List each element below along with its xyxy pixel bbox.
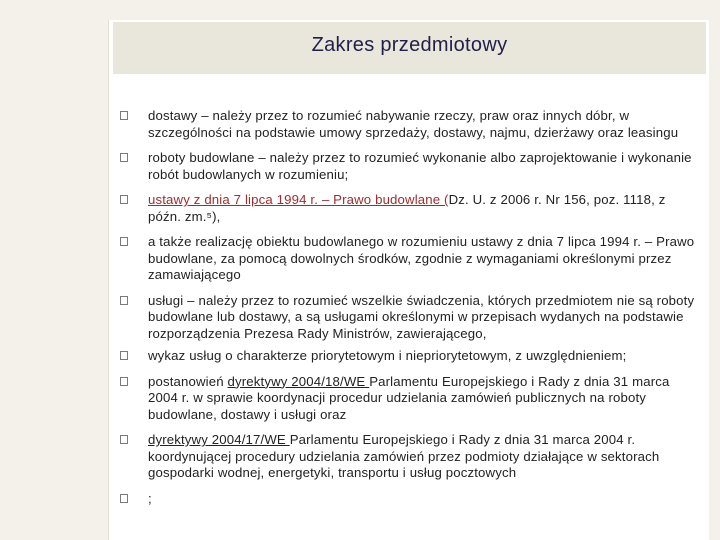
item-text: Parlamentu Europejskiego i Rady z dnia 31 marca 2004 r. w sprawie koordynacji procedur udzielania zamówień publicznych na roboty budowlane, dostawy i usługi oraz [148, 373, 670, 422]
item-text: Parlamentu Europejskiego i Rady z dnia 31 marca 2004 r. koordynującej procedury udzielania zamówień przez podmioty działające w sektorach gospodarki wodnej, energetyki, transportu i usług pocztowych [148, 432, 660, 480]
checkbox-bullet-icon [120, 435, 128, 444]
bullet-list [120, 108, 700, 507]
directive-2004-17-link[interactable]: dyrektywy 2004/17/WE [148, 432, 290, 447]
prawo-budowlane-link[interactable]: ustawy z dnia 7 lipca 1994 r. – Prawo budowlane ( [148, 192, 449, 207]
item-prefix: postanowień [148, 373, 228, 389]
list-item [120, 234, 700, 284]
item-text: a także realizację obiektu budowlanego w rozumieniu ustawy z dnia 7 lipca 1994 r. – Prawo budowlane, za pomocą dowolnych środków, zgodnie z wymaganiami określonymi przez zamawiającego [148, 234, 695, 282]
slide-title: Zakres przedmiotowy [311, 34, 508, 56]
list-item [120, 348, 700, 365]
item-text: dostawy – należy przez to rozumieć nabywanie rzeczy, praw oraz innych dóbr, w szczególności na podstawie umowy sprzedaży, dostawy, najmu, dzierżawy oraz leasingu [148, 108, 679, 140]
list-item [120, 150, 700, 183]
item-text: ; [148, 490, 152, 506]
list-item [120, 192, 700, 225]
list-item [120, 293, 700, 343]
checkbox-bullet-icon [120, 377, 128, 386]
checkbox-bullet-icon [120, 351, 128, 360]
list-item [120, 432, 700, 482]
list-item [120, 108, 700, 141]
checkbox-bullet-icon [120, 237, 128, 246]
item-text: wykaz usług o charakterze priorytetowym i niepriorytetowym, z uwzględnieniem; [148, 348, 627, 363]
item-text: roboty budowlane – należy przez to rozumieć wykonanie albo zaprojektowanie i wykonanie robót budowlanych w rozumieniu; [148, 150, 692, 182]
directive-2004-18-link[interactable]: dyrektywy 2004/18/WE [227, 373, 370, 389]
list-item [120, 374, 700, 424]
list-item [120, 491, 700, 508]
checkbox-bullet-icon [120, 494, 128, 503]
checkbox-bullet-icon [120, 195, 128, 204]
checkbox-bullet-icon [120, 296, 128, 305]
item-text: Dz. U. z 2006 r. Nr 156, poz. 1118, z późn. zm.⁵), [148, 192, 666, 224]
checkbox-bullet-icon [120, 111, 128, 120]
item-text: usługi – należy przez to rozumieć wszelkie świadczenia, których przedmiotem nie są roboty budowlane lub dostawy, a są usługami określonymi w przepisach wydanych na podstawie rozporządzenia Prezesa Rady Ministrów, zawierającego, [148, 292, 695, 341]
checkbox-bullet-icon [120, 153, 128, 162]
